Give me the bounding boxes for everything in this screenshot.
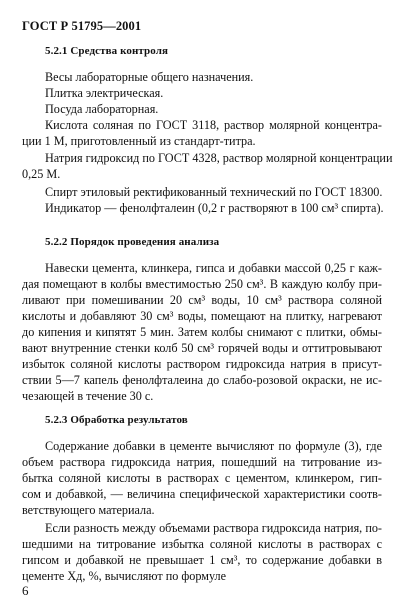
text-line: чезающей в течение 30 с.	[22, 389, 154, 403]
text-line: сом и добавкой, — величина специфической характеристики соотв-	[22, 487, 382, 501]
text-line: Посуда лабораторная.	[45, 102, 159, 116]
section-title-5-2-3: 5.2.3 Обработка результатов	[45, 414, 188, 426]
section-title-5-2-2: 5.2.2 Порядок проведения анализа	[45, 236, 220, 248]
text-line: Если разность между объемами раствора гидроксида натрия, по-	[45, 521, 382, 535]
text-line: Индикатор — фенолфталеин (0,2 г растворяют в 100 см³ спирта).	[45, 201, 384, 215]
text-line: кислоты и добавляют 30 см³ воды, помещают на плитку, нагревают	[22, 309, 382, 323]
text-line: Кислота соляная по ГОСТ 3118, раствор молярной концентра-	[45, 118, 382, 132]
text-line: гипсом и добавкой не превышает 1 см³, то содержание добавки в	[22, 553, 382, 567]
text-line: Содержание добавки в цементе вычисляют по формуле (3), где	[45, 439, 382, 453]
text-line: ции 1 М, приготовленный из стандарт-титра.	[22, 134, 256, 148]
text-line: дая помещают в колбы вместимостью 250 см³. В каждую колбу при-	[22, 277, 382, 291]
text-line: цементе Xд, %, вычисляют по формуле	[22, 569, 227, 583]
text-line: избыток соляной кислоты раствором гидроксида натрия в присут-	[22, 357, 382, 371]
text-line: шедшими на титрование избытка соляной кислоты в растворах с	[22, 537, 382, 551]
text-line: Весы лабораторные общего назначения.	[45, 70, 254, 84]
text-line: ливают при помешивании 20 см³ воды, 10 см³ раствора соляной	[22, 293, 382, 307]
page-number: 6	[22, 583, 29, 598]
section-title-5-2-1: 5.2.1 Средства контроля	[45, 45, 169, 57]
text-line: ствии 5—7 капель фенолфталеина до слабо-розовой окраски, не ис-	[22, 373, 382, 387]
text-line: Навески цемента, клинкера, гипса и добавки массой 0,25 г каж-	[45, 261, 382, 275]
text-line: бытка соляной кислоты в растворах с цементом, клинкером, гип-	[22, 471, 382, 485]
document-header: ГОСТ Р 51795—2001	[22, 19, 142, 33]
text-line: Натрия гидроксид по ГОСТ 4328, раствор молярной концентрации	[45, 151, 393, 165]
text-line: вают внутренние стенки колб 50 см³ горячей воды и оттитровывают	[22, 341, 382, 355]
text-line: Плитка электрическая.	[45, 86, 164, 100]
text-line: ветствующего материала.	[22, 503, 155, 517]
text-line: до кипения и кипятят 5 мин. Затем колбы снимают с плитки, обмы-	[22, 325, 382, 339]
text-line: 0,25 М.	[22, 167, 61, 181]
text-line: объем раствора гидроксида натрия, пошедший на титрование из-	[22, 455, 382, 469]
text-line: Спирт этиловый ректификованный технический по ГОСТ 18300.	[45, 185, 383, 199]
